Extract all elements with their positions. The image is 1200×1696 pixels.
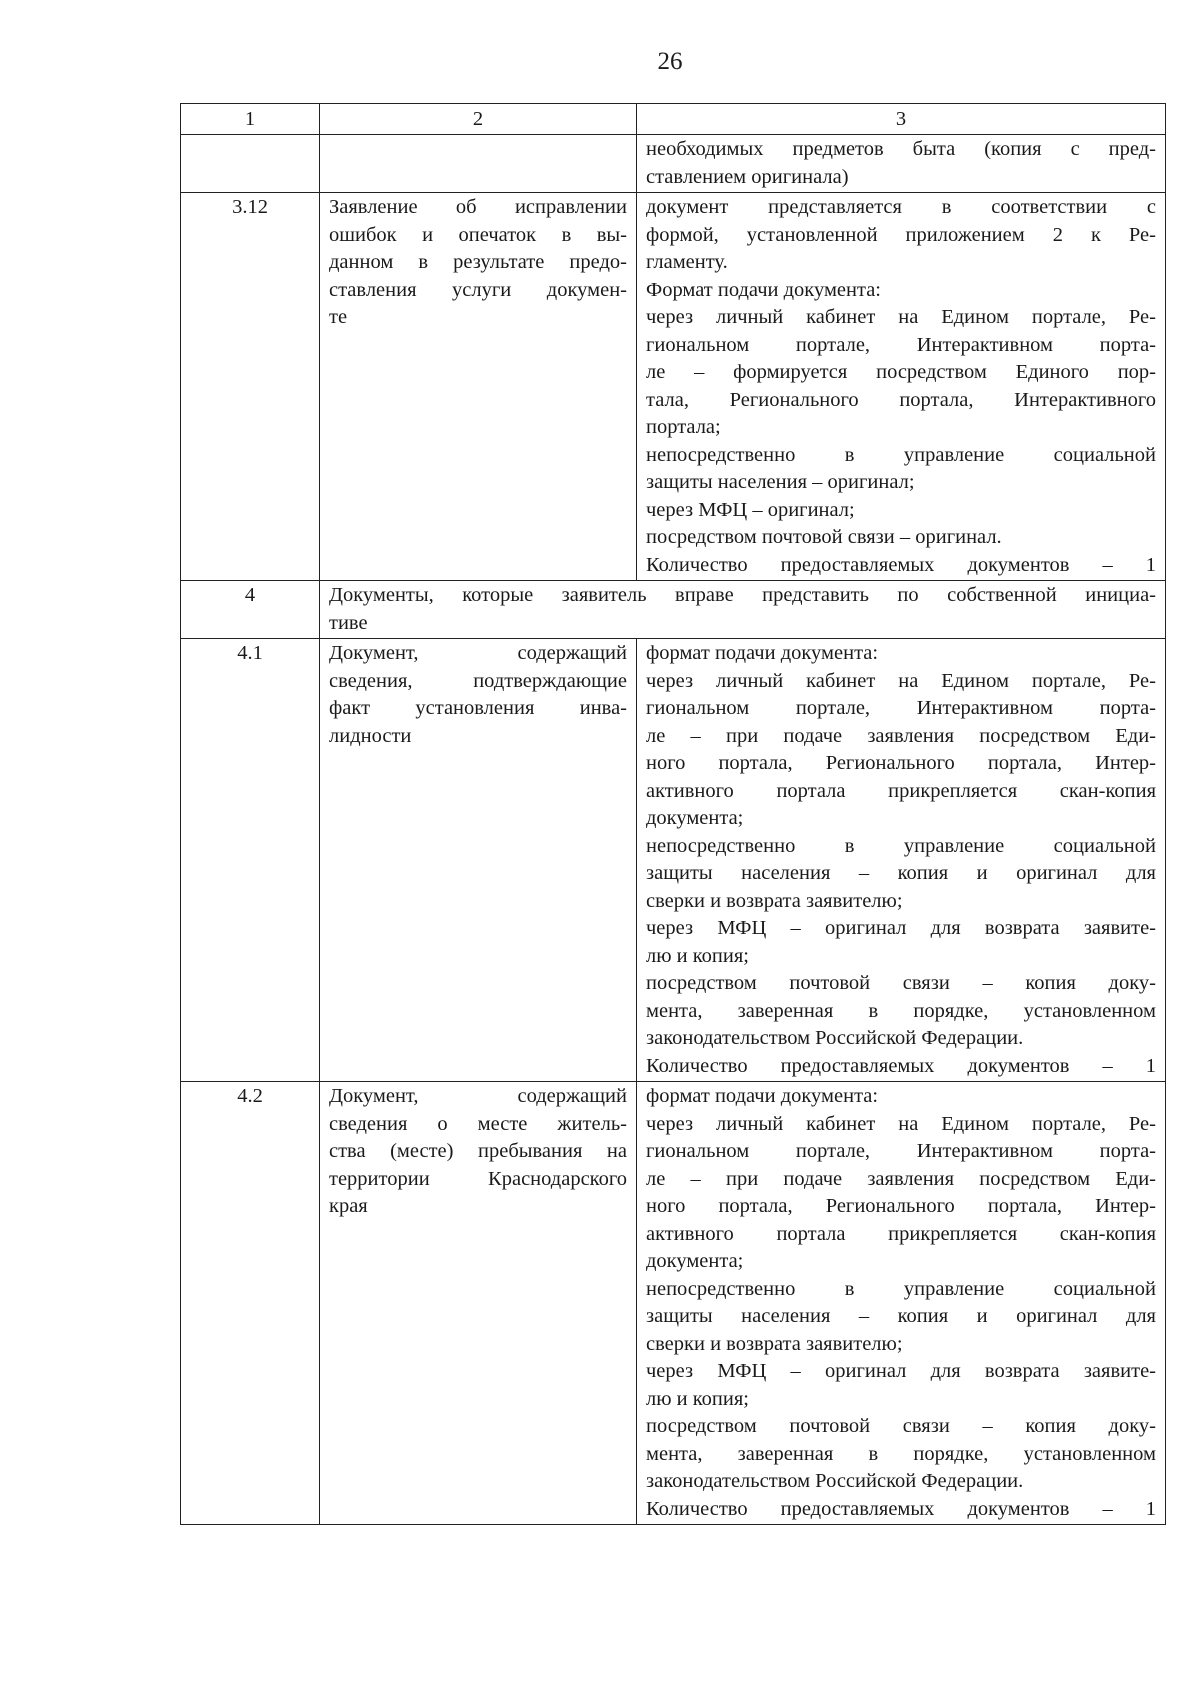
cell-text-line: сведения, подтверждающие xyxy=(329,669,627,692)
cell-text-line: портала; xyxy=(646,416,721,438)
row-number-cell: 4.1 xyxy=(181,639,320,1082)
table-row-3-12 xyxy=(181,193,1166,581)
cell-text-line: Формат подачи документа: xyxy=(646,278,881,301)
row-number-cell: 4 xyxy=(181,581,320,639)
cell-text-line: сведения о месте житель- xyxy=(329,1112,627,1135)
cell-text-line: лидности xyxy=(329,724,412,747)
table-row-4-2 xyxy=(181,1082,1166,1525)
cell-text-line: документа; xyxy=(646,1250,744,1272)
table-header-row xyxy=(181,104,1166,135)
cell-text-line: посредством почтовой связи – копия доку- xyxy=(646,1415,1156,1437)
cell-text-line: Документы, которые заявитель вправе представить по собственной инициа- xyxy=(329,584,1156,606)
cell-text-line: защиты населения – копия и оригинал для xyxy=(646,862,1156,884)
row-number-cell: 3.12 xyxy=(181,193,320,581)
cell-text-line: лю и копия; xyxy=(646,1387,750,1410)
cell-text-line: Заявление об исправлении xyxy=(329,196,627,218)
document-details-cell xyxy=(637,1082,1166,1525)
column-header-1: 1 xyxy=(181,104,320,135)
cell-text-line: ле – формируется посредством Единого пор- xyxy=(646,361,1156,383)
cell-text-line: ле – при подаче заявления посредством Еди- xyxy=(646,1167,1156,1190)
cell-text-line: лю и копия; xyxy=(646,944,750,967)
cell-text-line: активного портала прикрепляется скан-копия xyxy=(646,1222,1156,1245)
cell-text-line: законодательством Российской Федерации. xyxy=(646,1470,1024,1492)
document-name-cell xyxy=(320,135,637,193)
cell-text-line: непосредственно в управление социальной xyxy=(646,834,1156,857)
row-number-cell: 4.2 xyxy=(181,1082,320,1525)
cell-text-line: тиве xyxy=(329,611,368,634)
cell-text-line: непосредственно в управление социальной xyxy=(646,443,1156,466)
cell-text-line: территории Краснодарского xyxy=(329,1167,627,1190)
document-name-cell xyxy=(320,639,637,1082)
cell-text-line: ства (месте) пребывания на xyxy=(329,1140,627,1162)
cell-text-line: сверки и возврата заявителю; xyxy=(646,889,903,912)
cell-text-line: ошибок и опечаток в вы- xyxy=(329,223,627,246)
document-name-cell xyxy=(320,1082,637,1525)
document-name-cell xyxy=(320,193,637,581)
cell-text-line: края xyxy=(329,1195,368,1217)
cell-text-line: Количество предоставляемых документов – 1 xyxy=(646,1054,1156,1077)
cell-text-line: мента, заверенная в порядке, установленном xyxy=(646,1442,1156,1465)
cell-text-line: гиональном портале, Интерактивном порта- xyxy=(646,1140,1156,1162)
cell-text-line: непосредственно в управление социальной xyxy=(646,1277,1156,1300)
cell-text-line: через личный кабинет на Едином портале, Ре- xyxy=(646,669,1156,692)
cell-text-line: сверки и возврата заявителю; xyxy=(646,1332,903,1355)
column-header-2: 2 xyxy=(320,104,637,135)
cell-text-line: формат подачи документа: xyxy=(646,1085,879,1107)
cell-text-line: посредством почтовой связи – копия доку- xyxy=(646,972,1156,994)
cell-text-line: те xyxy=(329,306,348,328)
document-details-cell xyxy=(637,639,1166,1082)
cell-text-line: через МФЦ – оригинал для возврата заявите- xyxy=(646,917,1156,939)
cell-text-line: гламенту. xyxy=(646,251,728,273)
cell-text-line: ного портала, Регионального портала, Интер- xyxy=(646,752,1156,774)
cell-text-line: Документ, содержащий xyxy=(329,642,627,664)
cell-text-line: законодательством Российской Федерации. xyxy=(646,1027,1024,1049)
table-row-4 xyxy=(181,581,1166,639)
cell-text-line: формат подачи документа: xyxy=(646,642,879,664)
cell-text-line: ного портала, Регионального портала, Интер- xyxy=(646,1195,1156,1217)
cell-text-line: факт установления инва- xyxy=(329,697,627,719)
cell-text-line: Документ, содержащий xyxy=(329,1085,627,1107)
cell-text-line: защиты населения – оригинал; xyxy=(646,471,915,493)
cell-text-line: через МФЦ – оригинал для возврата заявите- xyxy=(646,1360,1156,1382)
documents-table xyxy=(180,103,1166,1525)
cell-text-line: гиональном портале, Интерактивном порта- xyxy=(646,697,1156,719)
cell-text-line: формой, установленной приложением 2 к Ре- xyxy=(646,223,1156,246)
cell-text-line: через МФЦ – оригинал; xyxy=(646,498,855,521)
cell-text-line: ставлением оригинала) xyxy=(646,165,849,188)
table-row-4-1 xyxy=(181,639,1166,1082)
cell-text-line: необходимых предметов быта (копия с пред- xyxy=(646,138,1156,160)
cell-text-line: защиты населения – копия и оригинал для xyxy=(646,1305,1156,1327)
page-number: 26 xyxy=(657,48,683,75)
row-number-cell xyxy=(181,135,320,193)
cell-text-line: через личный кабинет на Едином портале, Ре- xyxy=(646,1112,1156,1135)
cell-text-line: тала, Регионального портала, Интерактивного xyxy=(646,388,1156,411)
document-details-cell xyxy=(637,135,1166,193)
section-heading-cell xyxy=(320,581,1166,639)
cell-text-line: активного портала прикрепляется скан-копия xyxy=(646,779,1156,802)
table-row-continuation xyxy=(181,135,1166,193)
cell-text-line: Количество предоставляемых документов – 1 xyxy=(646,553,1156,576)
cell-text-line: через личный кабинет на Едином портале, Ре- xyxy=(646,306,1156,328)
cell-text-line: данном в результате предо- xyxy=(329,251,627,273)
cell-text-line: документ представляется в соответствии с xyxy=(646,196,1156,218)
cell-text-line: документа; xyxy=(646,807,744,829)
cell-text-line: Количество предоставляемых документов – 1 xyxy=(646,1497,1156,1520)
cell-text-line: ле – при подаче заявления посредством Еди- xyxy=(646,724,1156,747)
column-header-3: 3 xyxy=(637,104,1166,135)
cell-text-line: посредством почтовой связи – оригинал. xyxy=(646,526,1002,548)
cell-text-line: гиональном портале, Интерактивном порта- xyxy=(646,333,1156,356)
cell-text-line: ставления услуги докумен- xyxy=(329,278,627,301)
cell-text-line: мента, заверенная в порядке, установленном xyxy=(646,999,1156,1022)
document-details-cell xyxy=(637,193,1166,581)
